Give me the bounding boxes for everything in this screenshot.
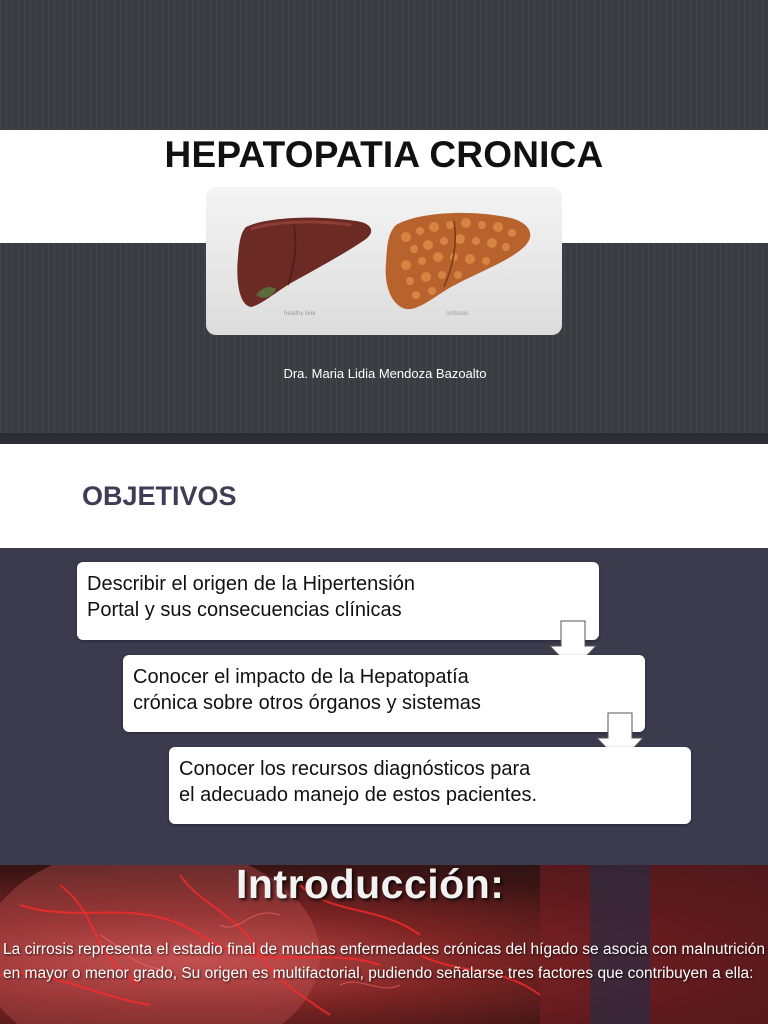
healthy-liver-caption: healthy liver [284, 311, 317, 317]
liver-comparison-image [206, 187, 562, 335]
objective-box-1 [77, 562, 599, 640]
objective-3-line-1: Conocer los recursos diagnósticos para [179, 758, 531, 780]
objectives-title: OBJETIVOS [82, 481, 237, 511]
slide-divider [0, 433, 768, 444]
slide-objectives [0, 444, 768, 865]
cirrhosis-caption: cirrhosis [446, 311, 469, 317]
objective-box-2 [123, 655, 645, 732]
author-name [0, 366, 768, 381]
objective-box-3 [169, 747, 691, 824]
slide-introduction [0, 865, 768, 1024]
objective-3-line-2: el adecuado manejo de estos pacientes. [179, 784, 538, 806]
top-band [0, 0, 768, 130]
introduction-text: La cirrosis representa el estadio final de muchas enfermedades crónicas del hígado se asocia con malnutrición en mayor o menor grado, Su origen es multifactorial, pudiendo señalarse tres factores que contribuyen a ella: [3, 941, 765, 982]
slide-title [0, 0, 768, 444]
introduction-title: Introducción: [236, 865, 505, 907]
objective-2-line-1: Conocer el impacto de la Hepatopatía [133, 666, 469, 688]
presentation-title: HEPATOPATIA CRONICA [164, 134, 604, 175]
objective-2-line-2: crónica sobre otros órganos y sistemas [133, 692, 481, 714]
objective-1-line-1: Describir el origen de la Hipertensión [87, 573, 415, 595]
liver-illustration [206, 187, 562, 335]
author-label: Dra. Maria Lidia Mendoza Bazoalto [283, 366, 487, 381]
objective-1-line-2: Portal y sus consecuencias clínicas [87, 599, 402, 621]
